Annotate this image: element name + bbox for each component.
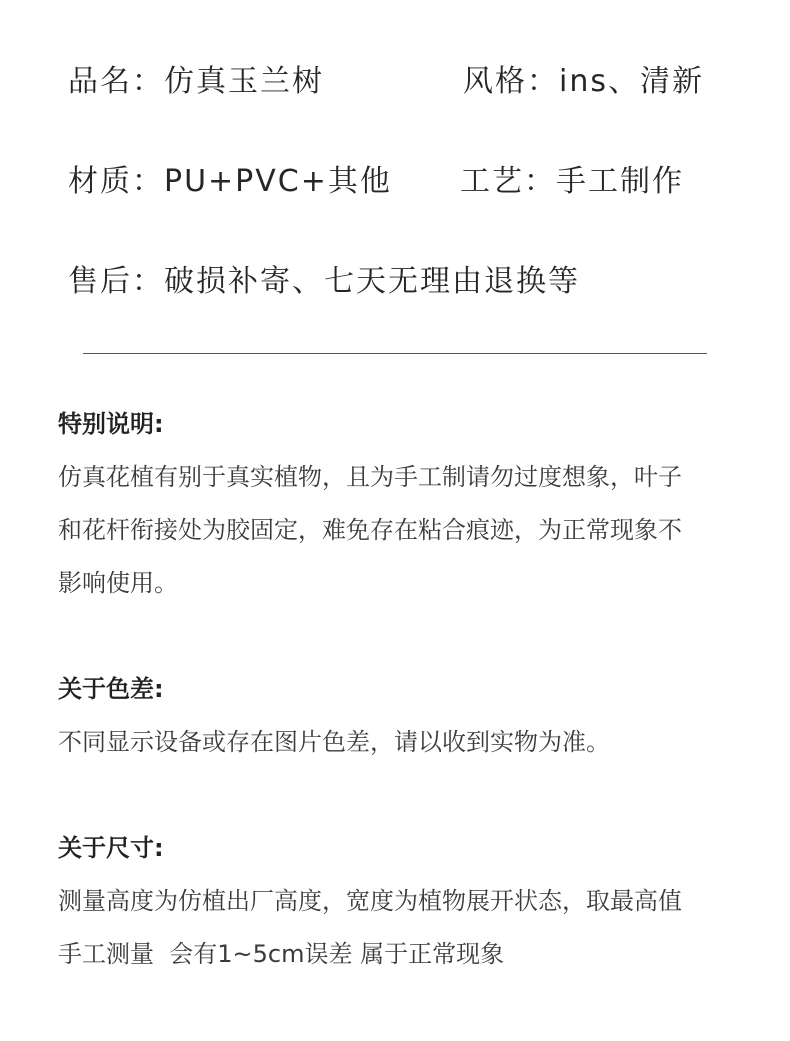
color-note-text [58,716,748,769]
text-line: 仿真花植有别于真实植物，且为手工制请勿过度想象，叶子 [58,463,682,491]
spec-after-sales: 售后：破损补寄、七天无理由退换等 [68,264,580,299]
section-divider [83,353,707,354]
text-line: 测量高度为仿植出厂高度，宽度为植物展开状态，取最高值 [58,887,682,915]
color-note-heading: 关于色差: [58,675,164,703]
text-line: 和花杆衔接处为胶固定，难免存在粘合痕迹，为正常现象不 [58,516,682,544]
size-note-text [58,875,748,981]
special-note-heading: 特别说明: [58,410,164,438]
spec-material: 材质：PU+PVC+其他 [68,164,392,199]
spec-product-name: 品名：仿真玉兰树 [68,64,324,99]
text-line: 手工测量 会有1~5cm误差 属于正常现象 [58,940,505,968]
spec-craft: 工艺：手工制作 [460,164,684,199]
special-note-text [58,451,748,610]
spec-style: 风格：ins、清新 [463,64,704,99]
size-note-heading: 关于尺寸: [58,834,164,862]
text-line: 不同显示设备或存在图片色差，请以收到实物为准。 [58,728,610,756]
text-line: 影响使用。 [58,569,178,597]
